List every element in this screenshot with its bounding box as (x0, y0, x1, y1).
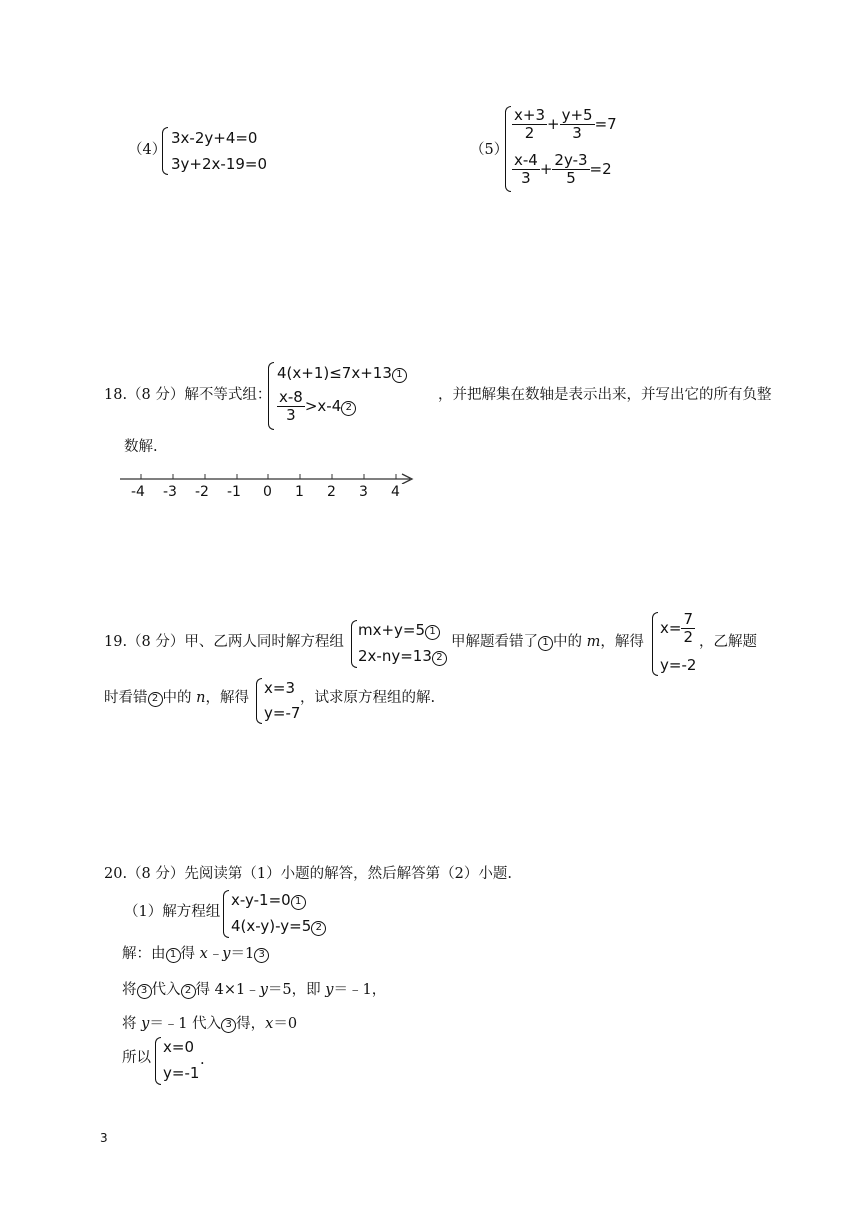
q18-suffix: ，并把解集在数轴是表示出来，并写出它的所有负整 (438, 387, 772, 403)
q20-step2: 将 3 代入 2 得 4×1﹣y＝5，即 y＝﹣1， (122, 982, 387, 998)
number-line-label: 4 (391, 484, 400, 500)
number-line-label: -4 (131, 484, 145, 500)
q19-prefix: 19.（8 分）甲、乙两人同时解方程组 (104, 634, 344, 650)
q17-p5-label: （5） (470, 142, 509, 158)
q19-line2-end: ，试求原方程组的解. (300, 690, 436, 706)
q19-sol1-x: x= $\frac{7}{2}$ (660, 610, 693, 646)
q17-p5-eq1: $\frac{x+3}{2}$ + $\frac{y+5}{3}$ =7 (514, 106, 617, 142)
q17-p4-eq1: 3x-2y+4=0 (171, 129, 258, 147)
q19-sol1-y: y=-2 (660, 656, 697, 674)
q20-sub1-label: （1）解方程组 (124, 904, 221, 920)
q19-sol1-brace (652, 612, 658, 676)
number-line-label: 2 (327, 484, 336, 500)
q18-line2: 数解. (124, 439, 158, 455)
q17-p5-eq2: $\frac{x-4}{3}$ + $\frac{2y-3}{5}$ =2 (514, 151, 612, 187)
q17-p5-brace (505, 106, 511, 192)
number-line-label: -2 (195, 484, 209, 500)
q20-step4-y: y=-1 (163, 1064, 200, 1082)
q20-step4-label: 所以 (122, 1050, 151, 1066)
q17-p4-eq2: 3y+2x-19=0 (171, 155, 268, 173)
number-line-label: -1 (227, 484, 241, 500)
number-line (118, 470, 418, 484)
q19-line2: 时看错 2 中的 n，解得 (104, 690, 249, 706)
number-line-label: 3 (359, 484, 368, 500)
q20-eq2: 4(x-y)-y=5 2 (231, 919, 326, 936)
q20-eq1: x-y-1=0 1 (231, 893, 306, 910)
q20-header: 20.（8 分）先阅读第（1）小题的解答，然后解答第（2）小题. (104, 866, 512, 882)
q20-step4-end: . (200, 1052, 205, 1068)
q20-step1: 解：由 1 得 x﹣y＝1 3 (122, 947, 269, 963)
q19-eq2: 2x-ny=13 2 (358, 649, 447, 666)
q18-prefix: 18.（8 分）解不等式组： (104, 387, 272, 403)
page-number: 3 (100, 1131, 108, 1145)
q19-sol2-x: x=3 (264, 679, 295, 697)
q20-step3: 将 y＝﹣1 代入 3 得，x＝0 (122, 1016, 298, 1032)
q17-p4-brace (162, 127, 168, 175)
q20-step4-x: x=0 (163, 1038, 194, 1056)
number-line-label: 1 (295, 484, 304, 500)
q18-brace (268, 362, 274, 430)
number-line-label: -3 (163, 484, 177, 500)
q19-eq1: mx+y=5 1 (358, 623, 440, 640)
q19-after: ，乙解题 (699, 634, 757, 650)
number-line-label: 0 (263, 484, 272, 500)
q19-brace (351, 620, 357, 668)
q19-sol2-brace (256, 678, 262, 724)
q19-mid: 甲解题看错了 1 中的 m，解得 (451, 634, 644, 650)
q20-step4-brace (155, 1037, 161, 1085)
q19-sol2-y: y=-7 (264, 704, 301, 722)
q20-brace (223, 890, 229, 938)
q18-eq1: 4(x+1)≤7x+13 1 (277, 366, 407, 383)
q17-p4-label: （4） (128, 142, 167, 158)
q18-eq2: $\frac{x-8}{3}$ >x-4 2 (277, 390, 356, 423)
